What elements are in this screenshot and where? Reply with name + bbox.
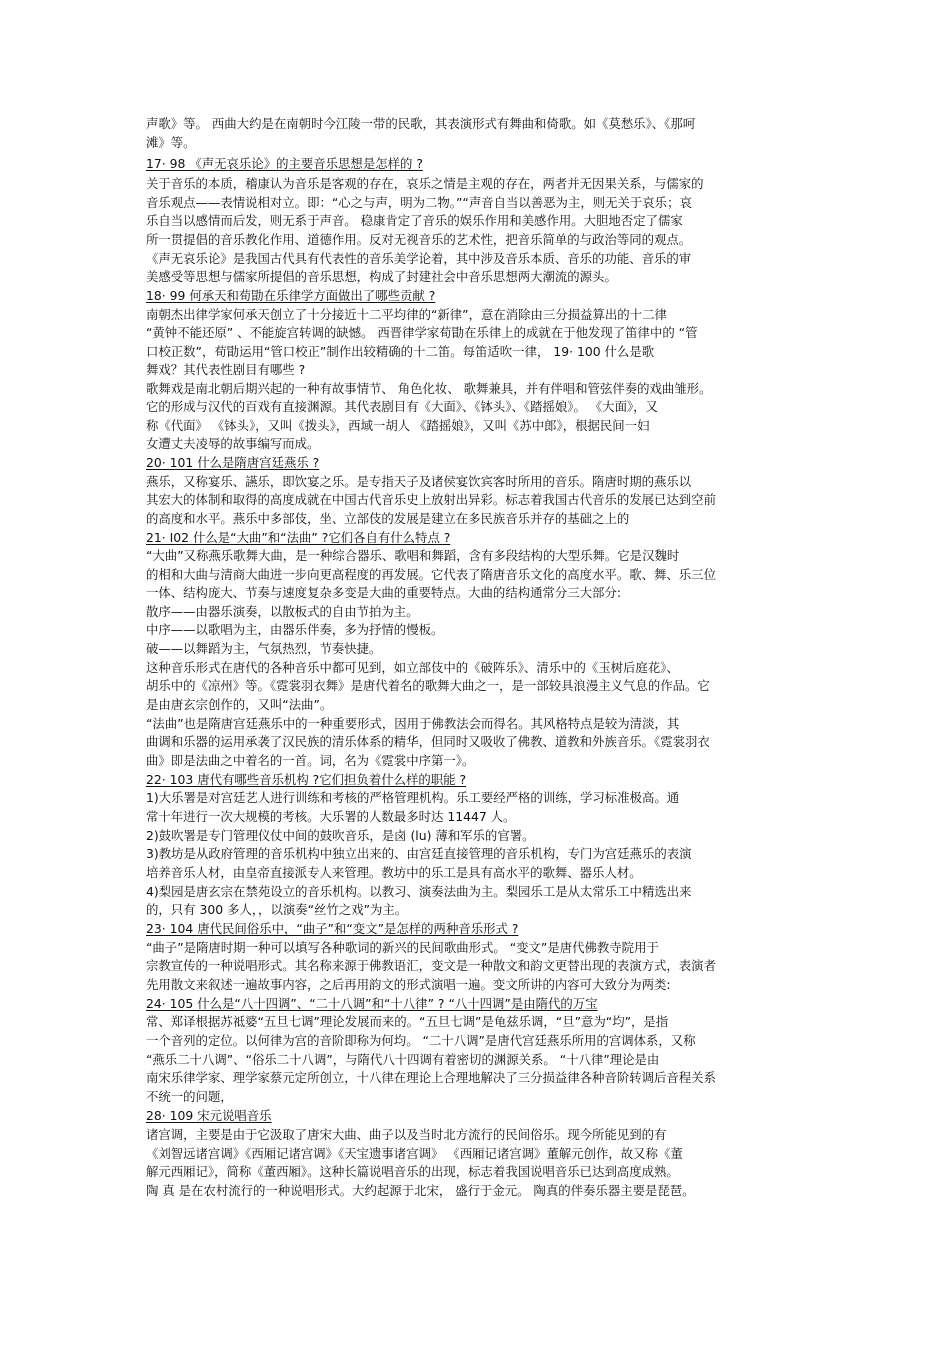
text-line: 胡乐中的《凉州》等。《霓裳羽衣舞》是唐代着名的歌舞大曲之一，是一部较具浪漫主义气息的作品。它 (146, 678, 710, 693)
text-line: 宗教宣传的一种说唱形式。其名称来源于佛教语汇，变文是一种散文和韵文更替出现的表演方式，表演者 (146, 958, 716, 973)
text-line: 乐自当以感情而后发，则无系于声音。 稳康肯定了音乐的娱乐作用和美感作用。大胆地否定了儒家 (146, 213, 683, 228)
text-line: 3)教坊是从政府管理的音乐机构中独立出来的、由宫廷直接管理的音乐机构，专门为宫廷燕乐的表演 (146, 846, 692, 861)
text-line: “燕乐二十八调”、“俗乐二十八调”，与隋代八十四调有着密切的渊源关系。 “十八律”理论是由 (146, 1052, 660, 1067)
text-line: 所一贯提倡的音乐教化作用、道德作用。反对无视音乐的艺术性，把音乐简单的与政治等同的观点。 (146, 232, 692, 247)
question-heading: 24· 105 什么是“八十四调”、“二十八调”和“十八律” ? “八十四调”是由隋代的万宝 (146, 996, 598, 1011)
text-line: “曲子”是隋唐时期一种可以填写各种歌词的新兴的民间歌曲形式。 “变文”是唐代佛教寺院用于 (146, 940, 659, 955)
text-line: “法曲”也是隋唐宫廷燕乐中的一种重要形式，因用于佛教法会而得名。其风格特点是较为清淡，其 (146, 716, 680, 731)
text-line: 的高度和水平。燕乐中多部伎，坐、立部伎的发展是建立在多民族音乐并存的基础之上的 (146, 511, 630, 526)
text-line: 的相和大曲与清商大曲进一步向更高程度的再发展。它代表了隋唐音乐文化的高度水平。歌、舞、乐三位 (146, 567, 716, 582)
text-line: 常十年进行一次大规模的考核。大乐署的人数最多时达 11447 人。 (146, 809, 516, 824)
question-heading: 28· 109 宋元说唱音乐 (146, 1108, 272, 1123)
question-heading: 21· I02 什么是“大曲”和“法曲” ?它们各自有什么特点 ? (146, 530, 451, 545)
text-line: 它的形成与汉代的百戏有直接渊源。其代表剧目有《大面》、《钵头》、《踏摇娘》。 《大面》，又 (146, 399, 658, 414)
text-line: 一个音列的定位。以何律为宫的音阶即称为何均。 “二十八调”是唐代宫廷燕乐所用的宫调体系，又称 (146, 1033, 696, 1048)
text-line: 这种音乐形式在唐代的各种音乐中都可见到，如立部伎中的《破阵乐》、清乐中的《玉树后庭花》、 (146, 660, 679, 675)
text-line: 培养音乐人材，由皇帝直接派专人来管理。教坊中的乐工是具有高水平的歌舞、器乐人材。 (146, 865, 642, 880)
text-line: 的，只有 300 多人，，以演奏“丝竹之戏”为主。 (146, 902, 408, 917)
text-line: 是由唐玄宗创作的，又叫“法曲”。 (146, 697, 333, 712)
text-line: 曲》即是法曲之中着名的一首。词，名为《霓裳中序第一》。 (146, 753, 475, 768)
text-line: 称《代面》 《钵头》，又叫《拨头》，西域一胡人 《踏摇娘》，又叫《苏中郎》，根据民间一妇 (146, 418, 650, 433)
question-heading: 17· 98 《声无哀乐论》的主要音乐思想是怎样的 ? (146, 156, 423, 171)
text-line: 解元西厢记》，简称《董西厢》。这种长篇说唱音乐的出现，标志着我国说唱音乐已达到高度成熟。 (146, 1164, 679, 1179)
text-line: 女遭丈夫凌辱的故事编写而成。 (146, 436, 320, 451)
text-line: 《刘智远诸宫调》《西厢记诸宫调》《天宝遗事诸宫调》 《西厢记诸宫调》董解元创作，故又称《董 (146, 1146, 683, 1161)
text-line: 南朝杰出律学家何承天创立了十分接近十二平均律的“新律”，意在消除由三分损益算出的十二律 (146, 307, 667, 322)
text-line: 诸宫调，主要是由于它汲取了唐宋大曲、曲子以及当时北方流行的民间俗乐。现今所能见到的有 (146, 1127, 667, 1142)
text-line: 歌舞戏是南北朝后期兴起的一种有故事情节、 角色化妆、 歌舞兼具，并有伴唱和管弦伴奏的戏曲雏形。 (146, 381, 712, 396)
text-line: 不统一的问题， (146, 1089, 233, 1104)
text-line: 口校正数”，荀勖运用“管口校正”制作出较精确的十二笛。每笛适吹一律， 19· 100 什么是歌 (146, 344, 655, 359)
text-line: 中序——以歌唱为主，由器乐伴奏，多为抒情的慢板。 (146, 622, 444, 637)
text-line: 音乐观点——表情说相对立。即：“心之与声，明为二物。”“声音自当以善恶为主，则无关于哀乐；哀 (146, 195, 692, 210)
text-line: 散序——由器乐演奏，以散板式的自由节拍为主。 (146, 604, 419, 619)
text-line: 破——以舞蹈为主，气氛热烈，节奏快捷。 (146, 641, 382, 656)
text-line: 1)大乐署是对宫廷艺人进行训练和考核的严格管理机构。乐工要经严格的训练，学习标准极高。通 (146, 790, 680, 805)
text-line: 声歌》等。 西曲大约是在南朝时今江陵一带的民歌，其表演形式有舞曲和倚歌。如《莫愁乐》、《那呵 (146, 116, 696, 131)
text-line: 4)梨园是唐玄宗在禁苑设立的音乐机构。以教习、演奏法曲为主。梨园乐工是从太常乐工中精选出来 (146, 884, 692, 899)
question-heading: 22· 103 唐代有哪些音乐机构 ?它们担负着什么样的职能 ? (146, 772, 467, 787)
text-line: 滩》等。 (146, 135, 196, 150)
text-line: 其宏大的体制和取得的高度成就在中国古代音乐史上放射出异彩。标志着我国古代音乐的发展已达到空前 (146, 492, 716, 507)
text-line: 先用散文来叙述一遍故事内容，之后再用韵文的形式演唱一遍。变文所讲的内容可大致分为两类: (146, 977, 671, 992)
text-line: 2)鼓吹署是专门管理仪仗中间的鼓吹音乐，是卤 (lu) 薄和军乐的官署。 (146, 828, 535, 843)
question-heading: 20· 101 什么是隋唐宫廷燕乐 ? (146, 455, 320, 470)
text-line: 陶 真 是在农村流行的一种说唱形式。大约起源于北宋， 盛行于金元。 陶真的伴奏乐器主要是琵琶。 (146, 1183, 695, 1198)
text-line: “黄钟不能还原” 、不能旋宫转调的缺憾。 西晋律学家荀勖在乐律上的成就在于他发现了笛律中的 “管 (146, 325, 698, 340)
text-line: 一体、结构庞大、节奏与速度复杂多变是大曲的重要特点。大曲的结构通常分三大部分: (146, 585, 622, 600)
text-line: 美感受等思想与儒家所提倡的音乐思想，构成了封建社会中音乐思想两大潮流的源头。 (146, 269, 617, 284)
text-line: 南宋乐律学家、理学家蔡元定所创立，十八律在理论上合理地解决了三分损益律各种音阶转调后音程关系 (146, 1070, 716, 1085)
text-line: 《声无哀乐论》是我国古代具有代表性的音乐美学论着，其中涉及音乐本质、音乐的功能、音乐的审 (146, 251, 692, 266)
text-line: 关于音乐的本质，稽康认为音乐是客观的存在，哀乐之情是主观的存在，两者并无因果关系，与儒家的 (146, 176, 704, 191)
question-heading: 18· 99 何承天和荀勖在乐律学方面做出了哪些贡献 ? (146, 288, 436, 303)
text-line: 常、郑译根据苏祗婆“五旦七调”理论发展而来的。“五旦七调”是龟兹乐调，“旦”意为“均”，是指 (146, 1014, 669, 1029)
text-line: “大曲”又称燕乐歌舞大曲，是一种综合器乐、歌唱和舞蹈，含有多段结构的大型乐舞。它是汉魏时 (146, 548, 680, 563)
question-heading: 23· 104 唐代民间俗乐中，“曲子”和“变文”是怎样的两种音乐形式 ? (146, 921, 519, 936)
text-line: 舞戏？其代表性剧目有哪些 ? (146, 362, 306, 377)
text-line: 燕乐，又称宴乐、讌乐，即饮宴之乐。是专指天子及诸侯宴饮宾客时所用的音乐。隋唐时期的燕乐以 (146, 474, 692, 489)
text-line: 曲调和乐器的运用承袭了汉民族的清乐体系的精华，但同时又吸收了佛教、道教和外族音乐。《霓裳羽衣 (146, 734, 710, 749)
